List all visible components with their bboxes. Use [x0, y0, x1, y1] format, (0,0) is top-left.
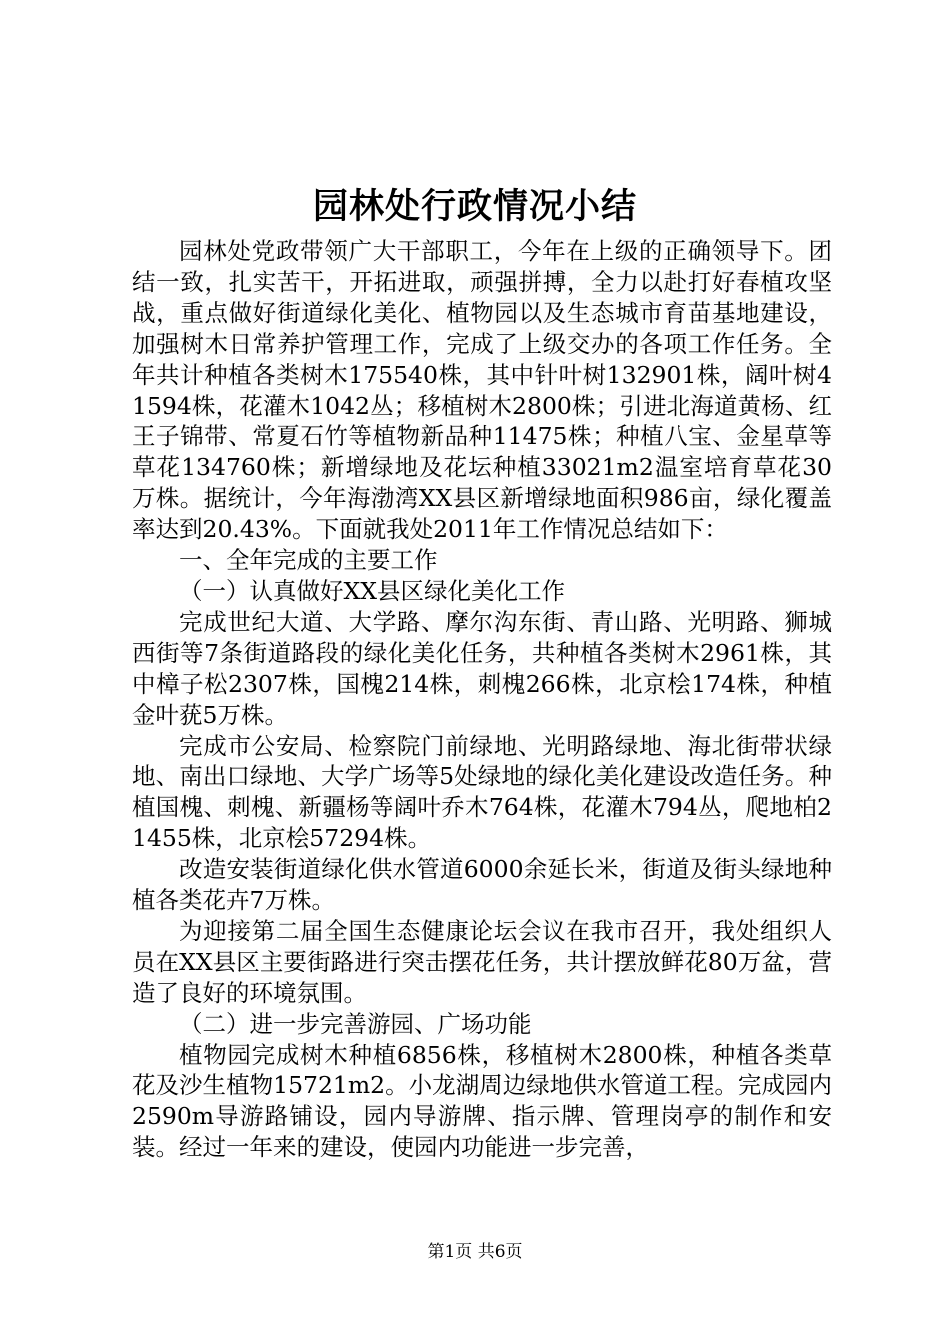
paragraph-botanical-garden: 植物园完成树木种植6856株，移植树木2800株，种植各类草花及沙生植物15721m2。小龙湖周边绿地供水管道工程。完成园内2590m导游路铺设，园内导游牌、指示牌、管理岗亭的制作和安装。经过一年来的建设，使园内功能进一步完善， [132, 1040, 832, 1162]
paragraph-water-pipes: 改造安装街道绿化供水管道6000余延长米，街道及街头绿地种植各类花卉7万株。 [132, 855, 832, 915]
paragraph-streets: 完成世纪大道、大学路、摩尔沟东街、青山路、光明路、狮城西街等7条街道路段的绿化美化任务，共种植各类树木2961株，其中樟子松2307株，国槐214株，刺槐266株，北京桧174株，种植金叶莸5万株。 [132, 607, 832, 729]
document-body [132, 236, 832, 1163]
subsection-heading-parks: （二）进一步完善游园、广场功能 [179, 1009, 532, 1038]
paragraph-green-spaces: 完成市公安局、检察院门前绿地、光明路绿地、海北街带状绿地、南出口绿地、大学广场等5处绿地的绿化美化建设改造任务。种植国槐、刺槐、新疆杨等阔叶乔木764株，花灌木794丛，爬地柏21455株，北京桧57294株。 [132, 731, 832, 853]
page-footer: 第1页 共6页 [427, 1242, 523, 1262]
section-heading-main-work: 一、全年完成的主要工作 [179, 546, 438, 575]
subsection-heading-greening: （一）认真做好XX县区绿化美化工作 [179, 576, 565, 605]
paragraph-flower-display: 为迎接第二届全国生态健康论坛会议在我市召开，我处组织人员在XX县区主要街路进行突击摆花任务，共计摆放鲜花80万盆，营造了良好的环境氛围。 [132, 916, 832, 1007]
paragraph-intro: 园林处党政带领广大干部职工，今年在上级的正确领导下。团结一致，扎实苦干，开拓进取，顽强拼搏，全力以赴打好春植攻坚战，重点做好街道绿化美化、植物园以及生态城市育苗基地建设，加强树木日常养护管理工作，完成了上级交办的各项工作任务。全年共计种植各类树木175540株，其中针叶树132901株，阔叶树41594株，花灌木1042丛；移植树木2800株；引进北海道黄杨、红王子锦带、常夏石竹等植物新品种11475株；种植八宝、金星草等草花134760株；新增绿地及花坛种植33021m2温室培育草花30万株。据统计，今年海渤湾XX县区新增绿地面积986亩，绿化覆盖率达到20.43%。下面就我处2011年工作情况总结如下： [132, 237, 832, 544]
page-title: 园林处行政情况小结 [312, 186, 637, 227]
